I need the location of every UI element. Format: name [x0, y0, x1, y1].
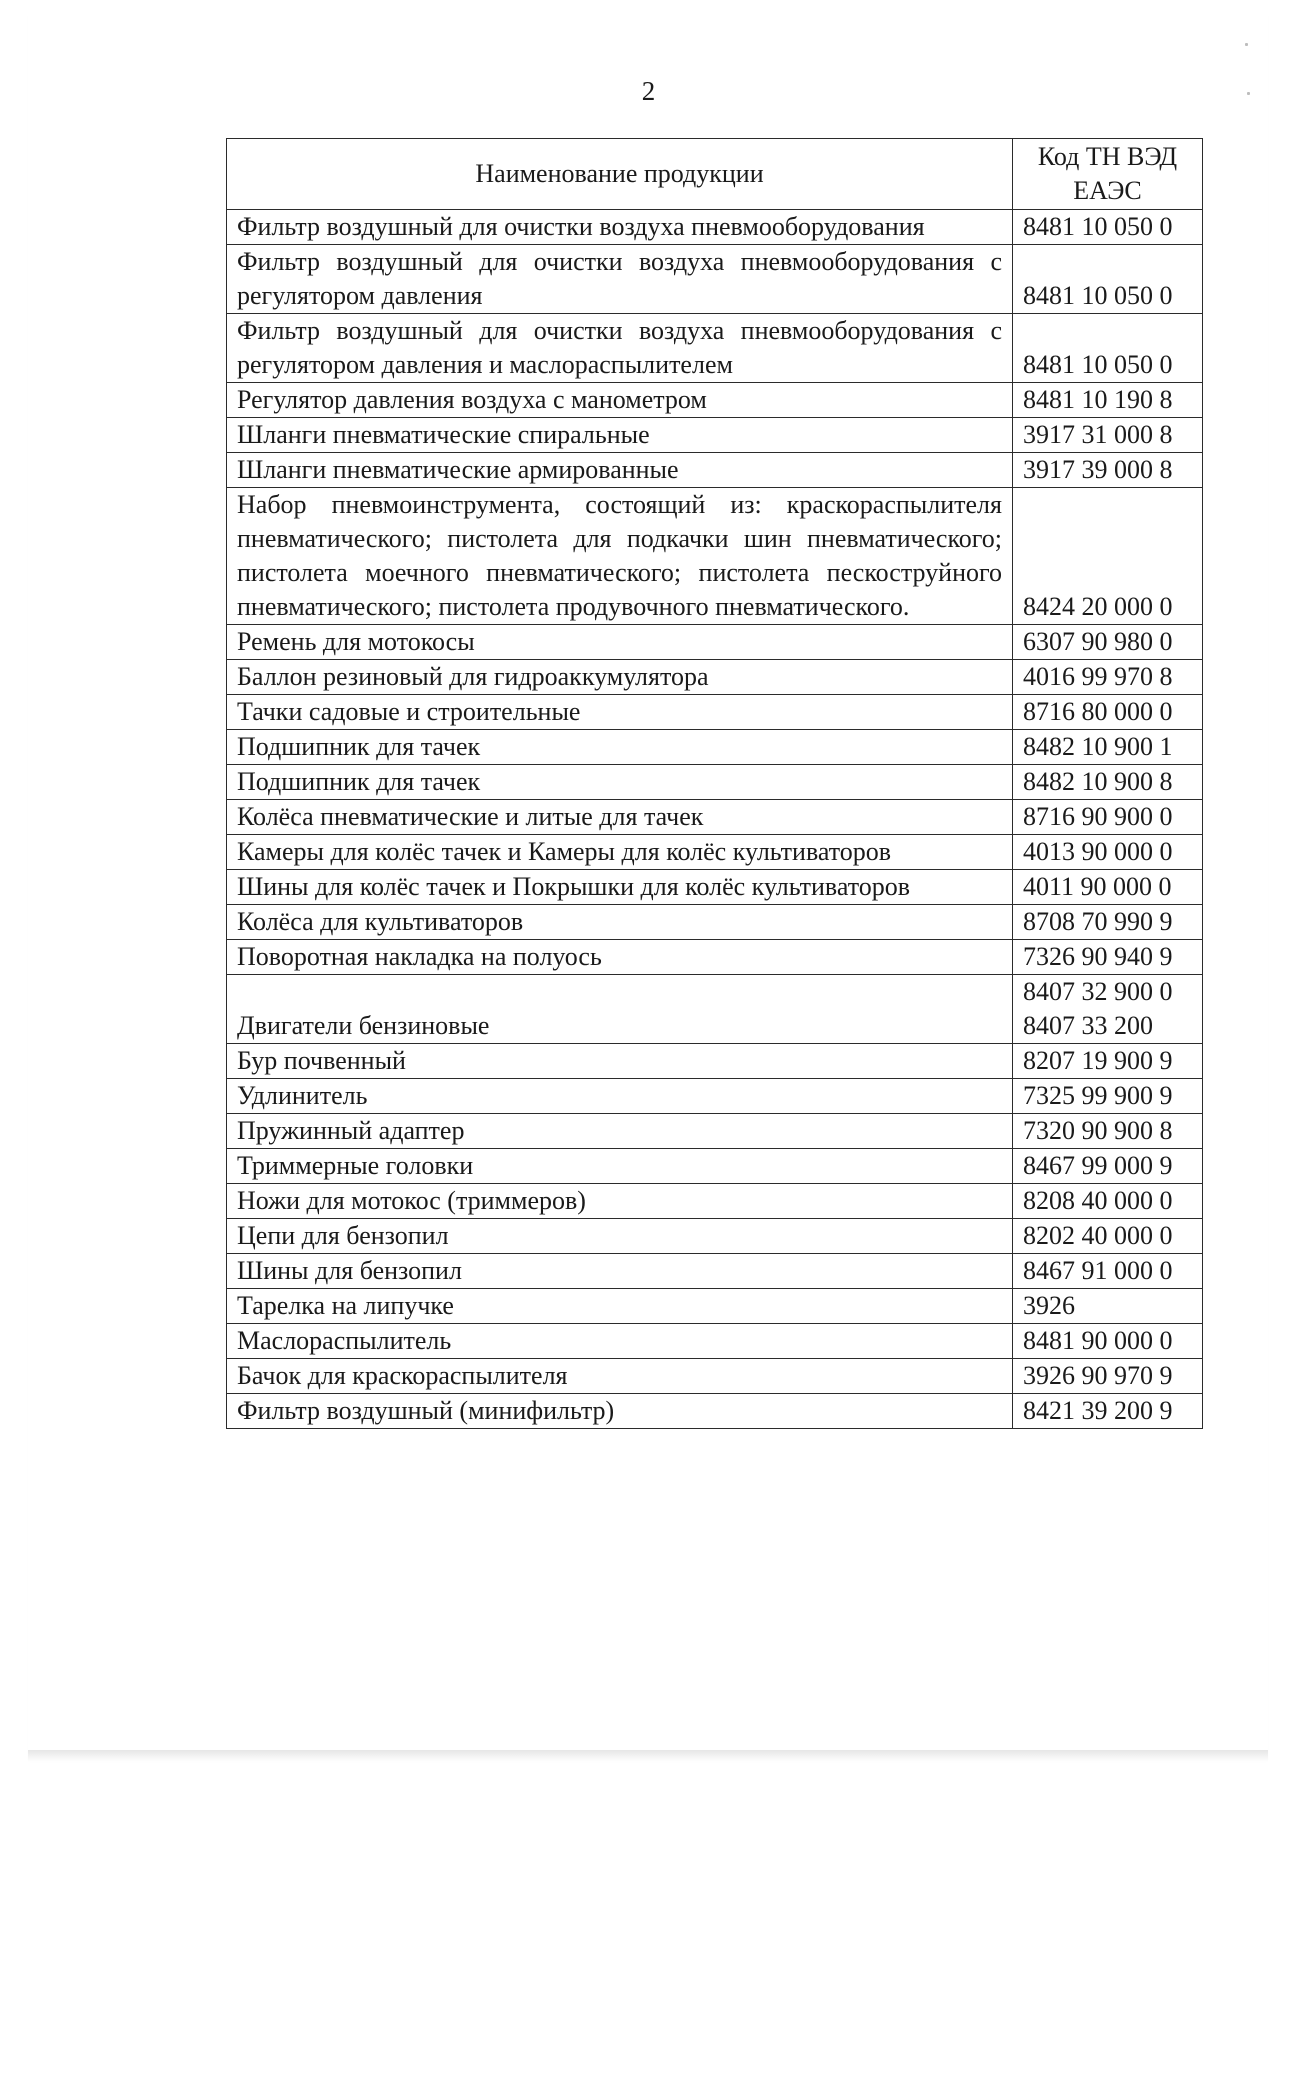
table-row: [227, 870, 1203, 905]
table-row: [227, 800, 1203, 835]
product-code: 8421 39 200 9: [1013, 1394, 1203, 1429]
product-code: 8481 10 050 0: [1013, 210, 1203, 245]
table-row: [227, 1289, 1203, 1324]
product-code-cell: [1013, 975, 1203, 1044]
product-name: Поворотная накладка на полуось: [227, 940, 1013, 975]
table-row: [227, 245, 1203, 314]
table-row: [227, 1114, 1203, 1149]
table-row: [227, 1044, 1203, 1079]
product-name: Тарелка на липучке: [227, 1289, 1013, 1324]
product-name: Ремень для мотокосы: [227, 625, 1013, 660]
product-name: Шины для бензопил: [227, 1254, 1013, 1289]
product-code: 7320 90 900 8: [1013, 1114, 1203, 1149]
scan-edge-shadow: [28, 1750, 1268, 1762]
table-row: [227, 418, 1203, 453]
product-name: Бур почвенный: [227, 1044, 1013, 1079]
product-name: Подшипник для тачек: [227, 730, 1013, 765]
table-row: [227, 835, 1203, 870]
product-code: 8481 10 050 0: [1013, 245, 1203, 314]
product-name: Баллон резиновый для гидроаккумулятора: [227, 660, 1013, 695]
table-row: [227, 695, 1203, 730]
table-row: [227, 1079, 1203, 1114]
table-row: [227, 1254, 1203, 1289]
table-row: [227, 940, 1203, 975]
product-name: Шланги пневматические армированные: [227, 453, 1013, 488]
table-row: [227, 314, 1203, 383]
product-name: Шины для колёс тачек и Покрышки для колёс культиваторов: [227, 870, 1013, 905]
table-row: [227, 1394, 1203, 1429]
product-name: Набор пневмоинструмента, состоящий из: краскораспылителя пневматического; пистолета для подкачки шин пневматического; пистолета моечного пневматического; пистолета пескоструйного пневматического; пистолета продувочного пневматического.: [227, 488, 1013, 625]
table-row: [227, 1219, 1203, 1254]
table-row: [227, 488, 1203, 625]
product-code: 4013 90 000 0: [1013, 835, 1203, 870]
product-name: Бачок для краскораспылителя: [227, 1359, 1013, 1394]
product-code: 8207 19 900 9: [1013, 1044, 1203, 1079]
product-code: 8467 91 000 0: [1013, 1254, 1203, 1289]
page-number: 2: [641, 76, 656, 106]
product-name: Двигатели бензиновые: [227, 975, 1013, 1044]
table-row: [227, 625, 1203, 660]
table-row: [227, 1324, 1203, 1359]
product-code: 8424 20 000 0: [1013, 488, 1203, 625]
product-name: Фильтр воздушный для очистки воздуха пневмооборудования: [227, 210, 1013, 245]
table-header-row: [227, 139, 1203, 210]
product-name: Тачки садовые и строительные: [227, 695, 1013, 730]
product-name: Маслораспылитель: [227, 1324, 1013, 1359]
product-code: 7325 99 900 9: [1013, 1079, 1203, 1114]
table-row: [227, 905, 1203, 940]
product-name: Ножи для мотокос (триммеров): [227, 1184, 1013, 1219]
product-code: 8716 90 900 0: [1013, 800, 1203, 835]
table-row: [227, 765, 1203, 800]
product-code-secondary: 8407 33 200: [1023, 1011, 1153, 1040]
product-name: Подшипник для тачек: [227, 765, 1013, 800]
product-code: 8708 70 990 9: [1013, 905, 1203, 940]
product-code: 3926 90 970 9: [1013, 1359, 1203, 1394]
product-code: 8208 40 000 0: [1013, 1184, 1203, 1219]
product-name: Колёса для культиваторов: [227, 905, 1013, 940]
product-code: 8716 80 000 0: [1013, 695, 1203, 730]
product-code: 8482 10 900 1: [1013, 730, 1203, 765]
table-row: [227, 210, 1203, 245]
product-code: 7326 90 940 9: [1013, 940, 1203, 975]
product-name: Колёса пневматические и литые для тачек: [227, 800, 1013, 835]
product-code: 8482 10 900 8: [1013, 765, 1203, 800]
product-code: 6307 90 980 0: [1013, 625, 1203, 660]
product-name: Регулятор давления воздуха с манометром: [227, 383, 1013, 418]
product-code: 8467 99 000 9: [1013, 1149, 1203, 1184]
product-code: 8481 90 000 0: [1013, 1324, 1203, 1359]
product-table: [226, 138, 1203, 1429]
product-name: Фильтр воздушный для очистки воздуха пневмооборудования с регулятором давления: [227, 245, 1013, 314]
product-name: Фильтр воздушный для очистки воздуха пневмооборудования с регулятором давления и маслораспылителем: [227, 314, 1013, 383]
product-code: 4016 99 970 8: [1013, 660, 1203, 695]
table-row: [227, 730, 1203, 765]
table-row: [227, 383, 1203, 418]
product-name: Шланги пневматические спиральные: [227, 418, 1013, 453]
product-code: 8481 10 050 0: [1013, 314, 1203, 383]
product-code: 3917 39 000 8: [1013, 453, 1203, 488]
column-header-name: Наименование продукции: [227, 139, 1013, 210]
product-name: Триммерные головки: [227, 1149, 1013, 1184]
scan-speck: [1245, 43, 1248, 46]
column-header-code: Код ТН ВЭД ЕАЭС: [1013, 139, 1203, 210]
table-row: [227, 660, 1203, 695]
product-code: 8407 32 900 0: [1023, 977, 1173, 1006]
product-code: 8481 10 190 8: [1013, 383, 1203, 418]
table-row: [227, 1149, 1203, 1184]
product-name: Цепи для бензопил: [227, 1219, 1013, 1254]
product-name: Камеры для колёс тачек и Камеры для колёс культиваторов: [227, 835, 1013, 870]
product-name: Пружинный адаптер: [227, 1114, 1013, 1149]
table-row: [227, 1184, 1203, 1219]
product-code: 3926: [1013, 1289, 1203, 1324]
table-row: [227, 1359, 1203, 1394]
product-code: 8202 40 000 0: [1013, 1219, 1203, 1254]
product-name: Удлинитель: [227, 1079, 1013, 1114]
table-row: [227, 453, 1203, 488]
product-name: Фильтр воздушный (минифильтр): [227, 1394, 1013, 1429]
table-row: [227, 975, 1203, 1044]
product-code: 4011 90 000 0: [1013, 870, 1203, 905]
product-code: 3917 31 000 8: [1013, 418, 1203, 453]
